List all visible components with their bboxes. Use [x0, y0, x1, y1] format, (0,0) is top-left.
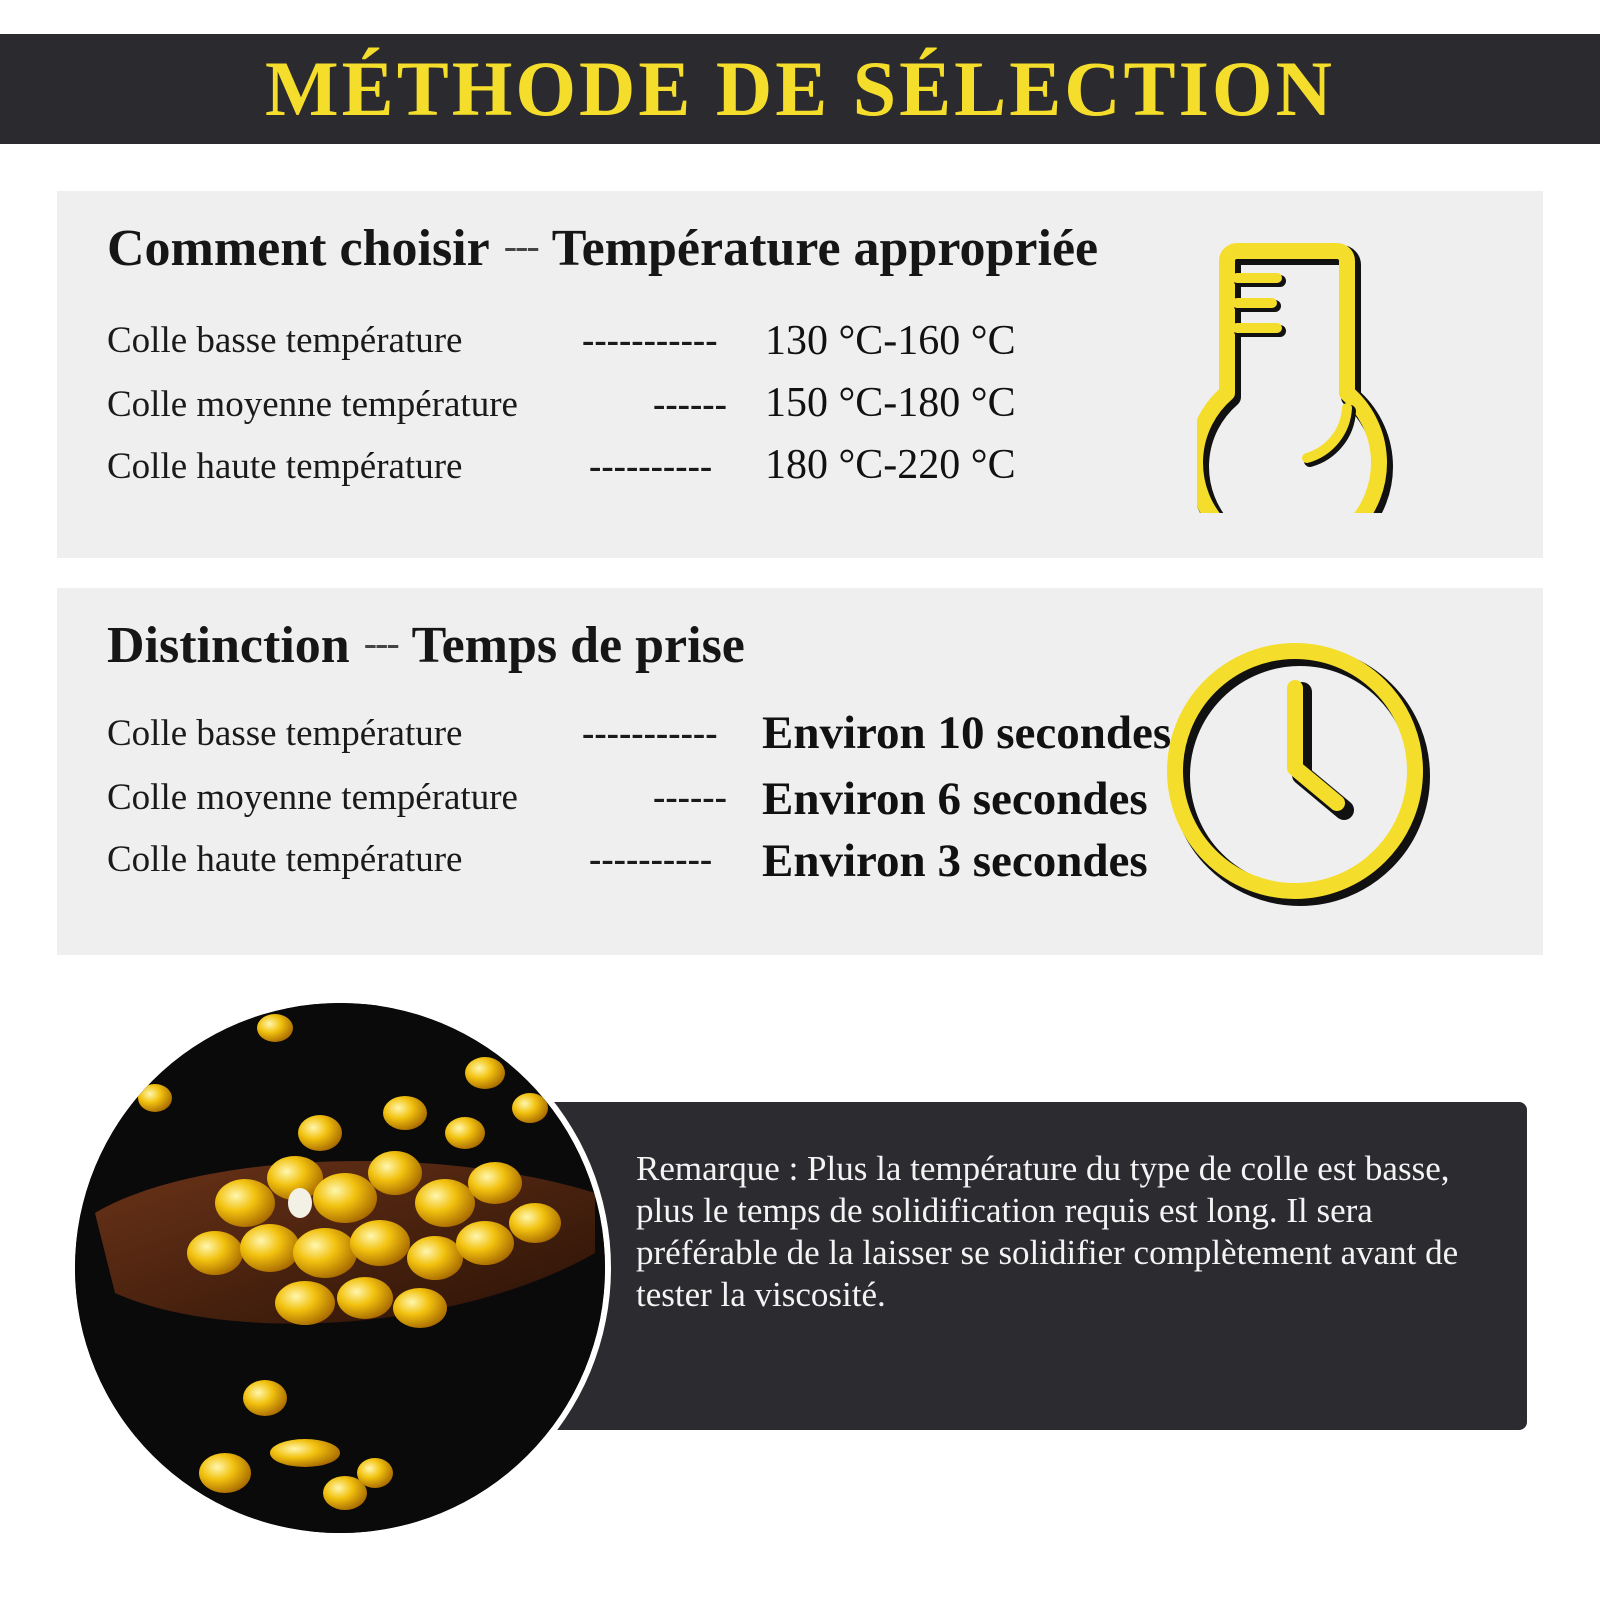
thermometer-icon	[1197, 243, 1397, 513]
temp-row-label: Colle moyenne température	[107, 384, 518, 425]
temp-row-value: 150 °C-180 °C	[765, 380, 1016, 426]
setting-time-card	[57, 588, 1543, 955]
setting-time-heading-right: Temps de prise	[411, 617, 745, 674]
title-banner	[0, 34, 1600, 144]
temp-row-dashes: -----------	[582, 320, 718, 361]
time-row-label: Colle basse température	[107, 713, 463, 754]
temp-row-label: Colle haute température	[107, 446, 463, 487]
time-row-value: Environ 10 secondes	[762, 707, 1172, 759]
heading-separator: ---	[363, 620, 398, 665]
temperature-card	[57, 191, 1543, 558]
time-row-dashes: -----------	[582, 713, 718, 754]
time-row-label: Colle haute température	[107, 839, 463, 880]
temp-row-dashes: ----------	[589, 446, 713, 487]
temperature-heading	[107, 219, 1098, 278]
note-box	[545, 1102, 1527, 1430]
setting-time-heading-left: Distinction	[107, 617, 350, 674]
temp-row-dashes: ------	[653, 384, 727, 425]
temp-row-label: Colle basse température	[107, 320, 463, 361]
time-row-value: Environ 6 secondes	[762, 773, 1148, 825]
temperature-heading-right: Température appropriée	[551, 220, 1099, 277]
temp-row-value: 130 °C-160 °C	[765, 318, 1016, 364]
time-row-value: Environ 3 secondes	[762, 835, 1148, 887]
glue-pellets-illustration	[75, 1003, 605, 1533]
temp-row-value: 180 °C-220 °C	[765, 442, 1016, 488]
time-row-dashes: ------	[653, 777, 727, 818]
heading-separator: ---	[503, 223, 538, 268]
clock-icon	[1162, 638, 1432, 908]
setting-time-heading	[107, 616, 745, 675]
time-row-dashes: ----------	[589, 839, 713, 880]
note-text: Remarque : Plus la température du type de colle est basse, plus le temps de solidification requis est long. Il sera préférable de la laisser se solidifier complètement avant de tester la viscosité.	[636, 1149, 1459, 1314]
time-row-label: Colle moyenne température	[107, 777, 518, 818]
glue-pellets-photo	[75, 1003, 605, 1533]
temperature-heading-left: Comment choisir	[107, 220, 490, 277]
page-title: MÉTHODE DE SÉLECTION	[265, 45, 1335, 132]
